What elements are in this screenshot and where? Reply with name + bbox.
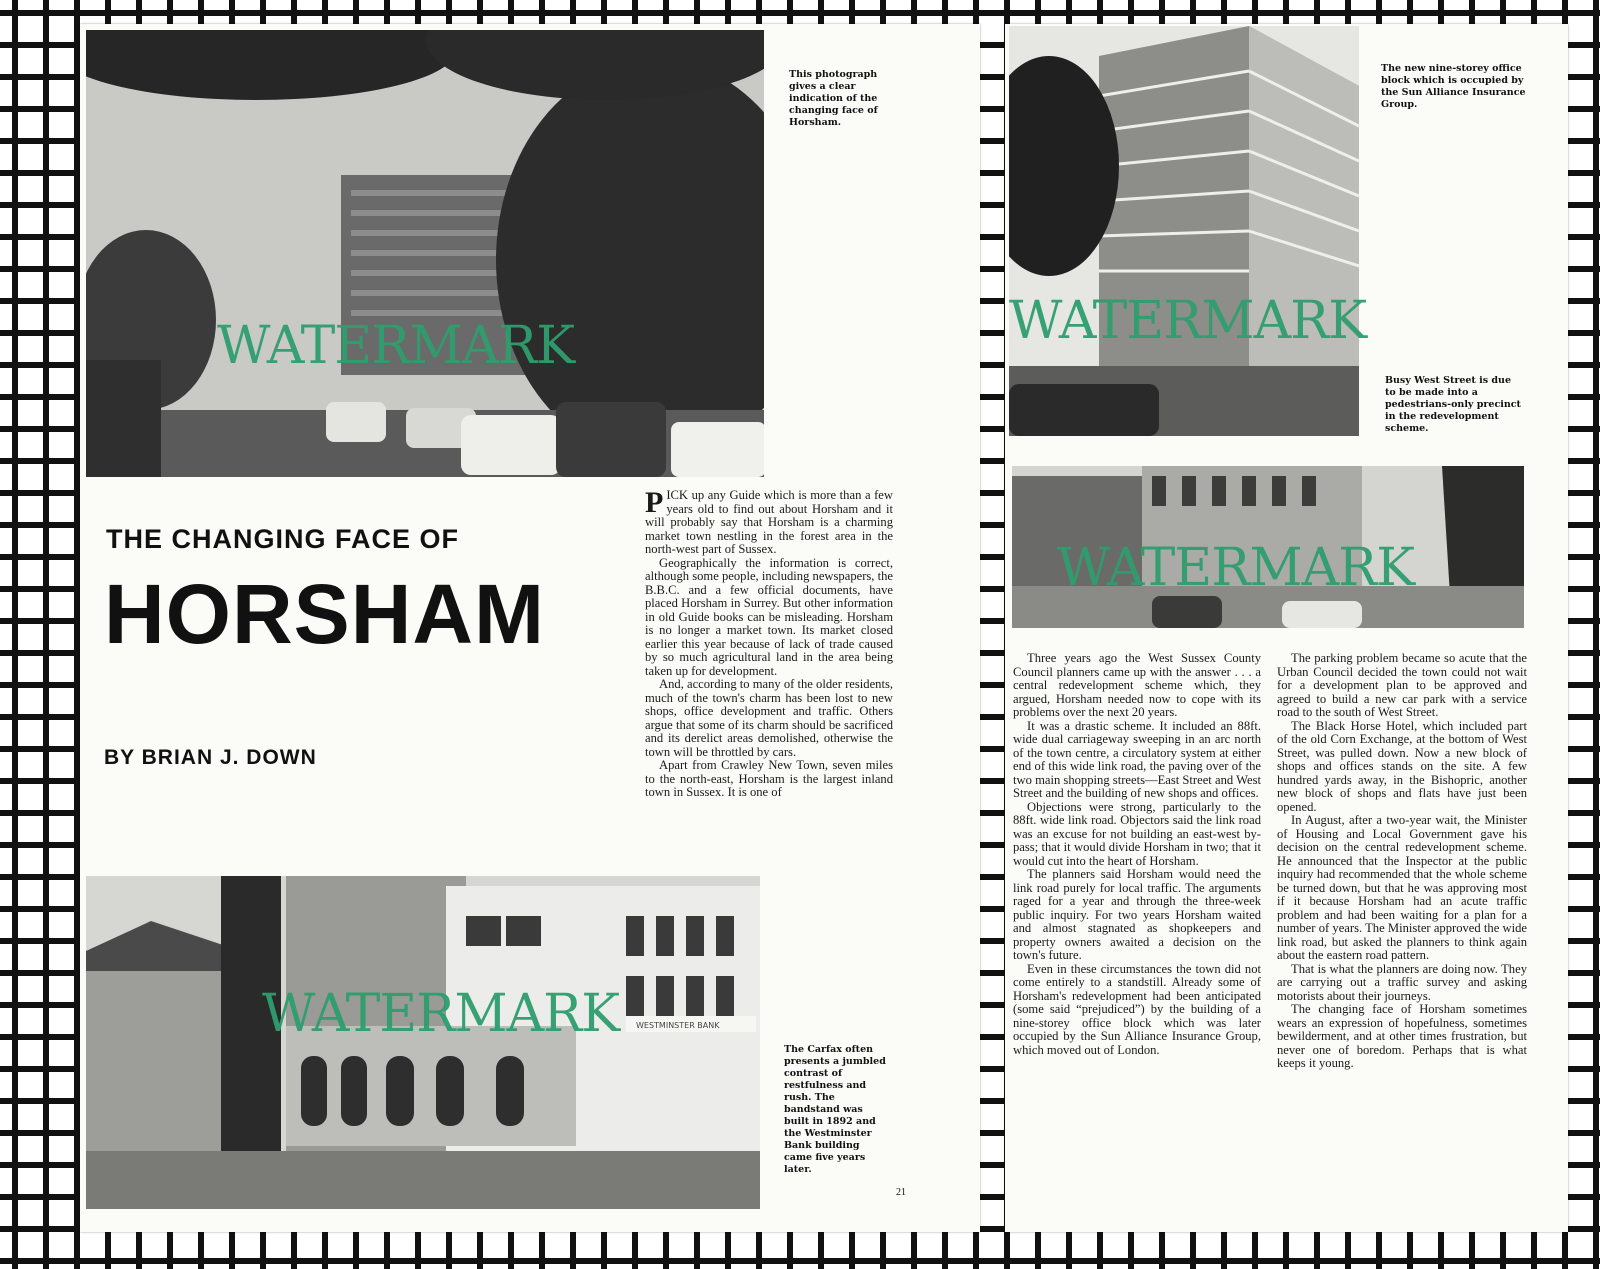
right-page [1005, 24, 1568, 1232]
office-block-photo [1009, 26, 1359, 436]
dropcap: P [645, 486, 664, 519]
intro-paragraph-2: Geographically the information is correct, although some people, including newspapers, the B.B.C. and a few official documents, have placed Horsham in Surrey. But other information in old Guide books can be misleading. Horsham is no longer a market town. Its market closed earlier this year because of lack of trade caused by so much agricultural land in the area being taken up for development. [645, 555, 893, 678]
column2-paragraph-1: The parking problem became so acute that the Urban Council decided the town could not wait for a development plan to be approved and agreed to build a new car park with a service road to the south of West Street. [1277, 651, 1527, 719]
article-column-1 [1013, 652, 1261, 1057]
intro-paragraph-4: Apart from Crawley New Town, seven miles to the north-east, Horsham is the largest inland town in Sussex. It is one of [645, 758, 893, 799]
west-street-caption: Busy West Street is due to be made into a pedestrians-only precinct in the redevelopment scheme. [1385, 375, 1521, 434]
left-page [80, 24, 980, 1232]
intro-paragraph-3: And, according to many of the older residents, much of the town's charm has been lost to new shops, office development and traffic. Others argue that some of its charm should be sacrificed and its derelict areas demolished, otherwise the town will be throttled by cars. [645, 677, 893, 759]
column2-paragraph-4: That is what the planners are doing now. They are carrying out a traffic survey and asking motorists about their journeys. [1277, 961, 1527, 1003]
column2-paragraph-3: In August, after a two-year wait, the Minister of Housing and Local Government gave his decision on the central redevelopment scheme. He announced that the Inspector at the public inquiry had recommended that the whole scheme be turned down, but that he was approving most if it because Horsham had an acute traffic problem and had been waiting for a plan for a number of years. The Minister approved the wide link road, but asked the planners to think again about the eastern road pattern. [1277, 813, 1527, 962]
watermark: WATERMARK [217, 316, 575, 376]
column2-paragraph-2: The Black Horse Hotel, which included part of the old Corn Exchange, at the bottom of West Street, was pulled down. Now a new block of shops and offices stands on the site. A few hundred yards away, in the Bishopric, another new block of shops and flats have just been opened. [1277, 718, 1527, 814]
column1-paragraph-2: It was a drastic scheme. It included an 88ft. wide dual carriageway sweeping in an arc north of the town centre, a circulatory system at either end of this wide link road, the paving over of the two main shopping streets—East Street and West Street and the building of new shops and offices. [1013, 718, 1261, 800]
watermark: WATERMARK [1009, 291, 1367, 351]
headline-kicker: THE CHANGING FACE OF [106, 524, 460, 554]
byline: BY BRIAN J. DOWN [104, 746, 317, 769]
column1-paragraph-5: Even in these circumstances the town did not come entirely to a standstill. Already some of Horsham's redevelopment had been anticipated (some said “prejudiced”) by the building of a nine-storey office block which was later occupied by the Sun Alliance Insurance Group, which moved out of London. [1013, 961, 1261, 1057]
bank-sign: WESTMINSTER BANK [636, 1021, 720, 1030]
page-number: 21 [896, 1187, 906, 1198]
column1-paragraph-3: Objections were strong, particularly to the 88ft. wide link road. Objectors said the link road was an excuse for not building an east-west by-pass; that it would divide Horsham in two; that it would cut into the heart of Horsham. [1013, 799, 1261, 868]
intro-column [645, 486, 893, 800]
watermark: WATERMARK [1057, 538, 1415, 598]
office-block-graphic [1009, 26, 1359, 436]
street-photo-top-graphic [86, 30, 764, 477]
carfax-caption: The Carfax often presents a jumbled contrast of restfulness and rush. The bandstand was built in 1892 and the Westminster Bank building came five years later. [784, 1044, 886, 1175]
intro-paragraph-1: PICK up any Guide which is more than a few years old to find out about Horsham and it will probably say that Horsham is a charming market town nestling in the forest area in the north-west part of Sussex. [645, 486, 893, 556]
top-photo-caption: This photograph gives a clear indication of the changing face of Horsham. [789, 69, 878, 128]
watermark: WATERMARK [262, 984, 620, 1044]
office-block-caption: The new nine-storey office block which is occupied by the Sun Alliance Insurance Group. [1381, 63, 1526, 110]
column2-paragraph-5: The changing face of Horsham sometimes wears an expression of hopefulness, sometimes bewilderment, and at other times frustration, but never one of boredom. Perhaps that is what keeps it young. [1277, 1002, 1527, 1070]
article-column-2 [1277, 652, 1527, 1071]
column1-paragraph-4: The planners said Horsham would need the link road purely for local traffic. The arguments raged for a year and through the three-week public inquiry. For two years Horsham waited and almost stagnated as shopkeepers and property owners awaited a decision on the town's future. [1013, 867, 1261, 962]
headline-title: HORSHAM [104, 567, 545, 661]
column1-paragraph-1: Three years ago the West Sussex County Council planners came up with the answer . . . a central redevelopment scheme which, they argued, Horsham needed now to cope with its problems over the next 20 years. [1013, 651, 1261, 719]
street-photo-top [86, 30, 764, 477]
